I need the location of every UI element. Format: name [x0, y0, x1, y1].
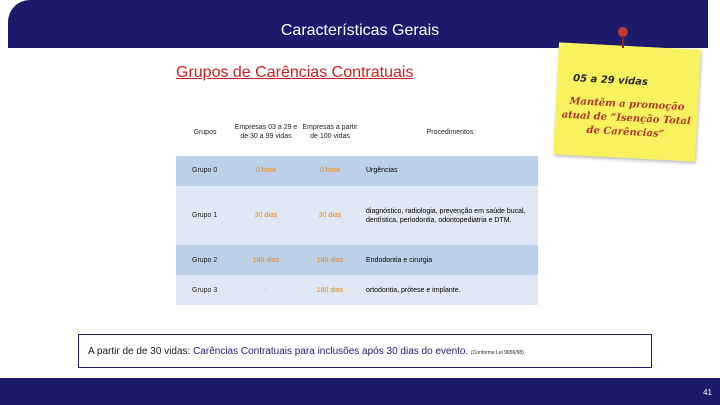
- sticky-note: [553, 42, 701, 161]
- cell-procedimentos: ortodontia, prótese e implante.: [362, 275, 538, 305]
- table-row: [176, 245, 538, 275]
- table-row: [176, 156, 538, 186]
- cell-procedimentos: Urgências: [362, 156, 538, 186]
- cell-carencia-03-99: 30 dias: [234, 186, 298, 246]
- footer-bar: [0, 378, 720, 405]
- sticky-note-line2: Mantêm a promoção atual de “Isenção Total de Carências”: [561, 95, 691, 140]
- page-title: Características Gerais: [280, 22, 440, 39]
- cell-carencia-03-99: 0 hora: [234, 156, 298, 186]
- bottom-note-prefix: A partir de de 30 vidas:: [88, 346, 194, 357]
- header-grupos: Grupos: [176, 108, 234, 156]
- cell-procedimentos: diagnóstico, radiologia, prevenção em saúde bucal, dentística, periodontia, odontopediatria e DTM.: [362, 186, 538, 246]
- cell-carencia-100: 0 hora: [298, 156, 362, 186]
- cell-carencia-03-99: -: [234, 275, 298, 305]
- page-number: 41: [703, 388, 712, 397]
- cell-procedimentos: Endodontia e cirurgia: [362, 245, 538, 275]
- cell-grupo: Grupo 3: [176, 275, 234, 305]
- table-row: [176, 275, 538, 305]
- section-subtitle: Grupos de Carências Contratuais: [176, 64, 414, 81]
- bottom-note-highlight: Carências Contratuais para inclusões após 30 dias do evento.: [193, 346, 469, 357]
- bottom-note-text: [88, 346, 524, 357]
- cell-grupo: Grupo 0: [176, 156, 234, 186]
- cell-carencia-100: 30 dias: [298, 186, 362, 246]
- bottom-note-law: (Conforme Lei 9656/98): [471, 350, 524, 356]
- header-procedimentos: Procedimentos: [362, 108, 538, 156]
- pushpin-icon: [616, 26, 630, 50]
- header-empresas-100: Empresas a partir de 100 vidas: [298, 108, 362, 156]
- cell-carencia-03-99: 180 dias: [234, 245, 298, 275]
- sticky-note-line1: 05 a 29 vidas: [572, 73, 649, 89]
- cell-grupo: Grupo 2: [176, 245, 234, 275]
- header-empresas-03-99: Empresas 03 a 29 e de 30 a 99 vidas: [234, 108, 298, 156]
- table-row: [176, 186, 538, 246]
- carencias-table: [176, 108, 538, 305]
- cell-carencia-100: 180 dias: [298, 275, 362, 305]
- cell-carencia-100: 180 dias: [298, 245, 362, 275]
- cell-grupo: Grupo 1: [176, 186, 234, 246]
